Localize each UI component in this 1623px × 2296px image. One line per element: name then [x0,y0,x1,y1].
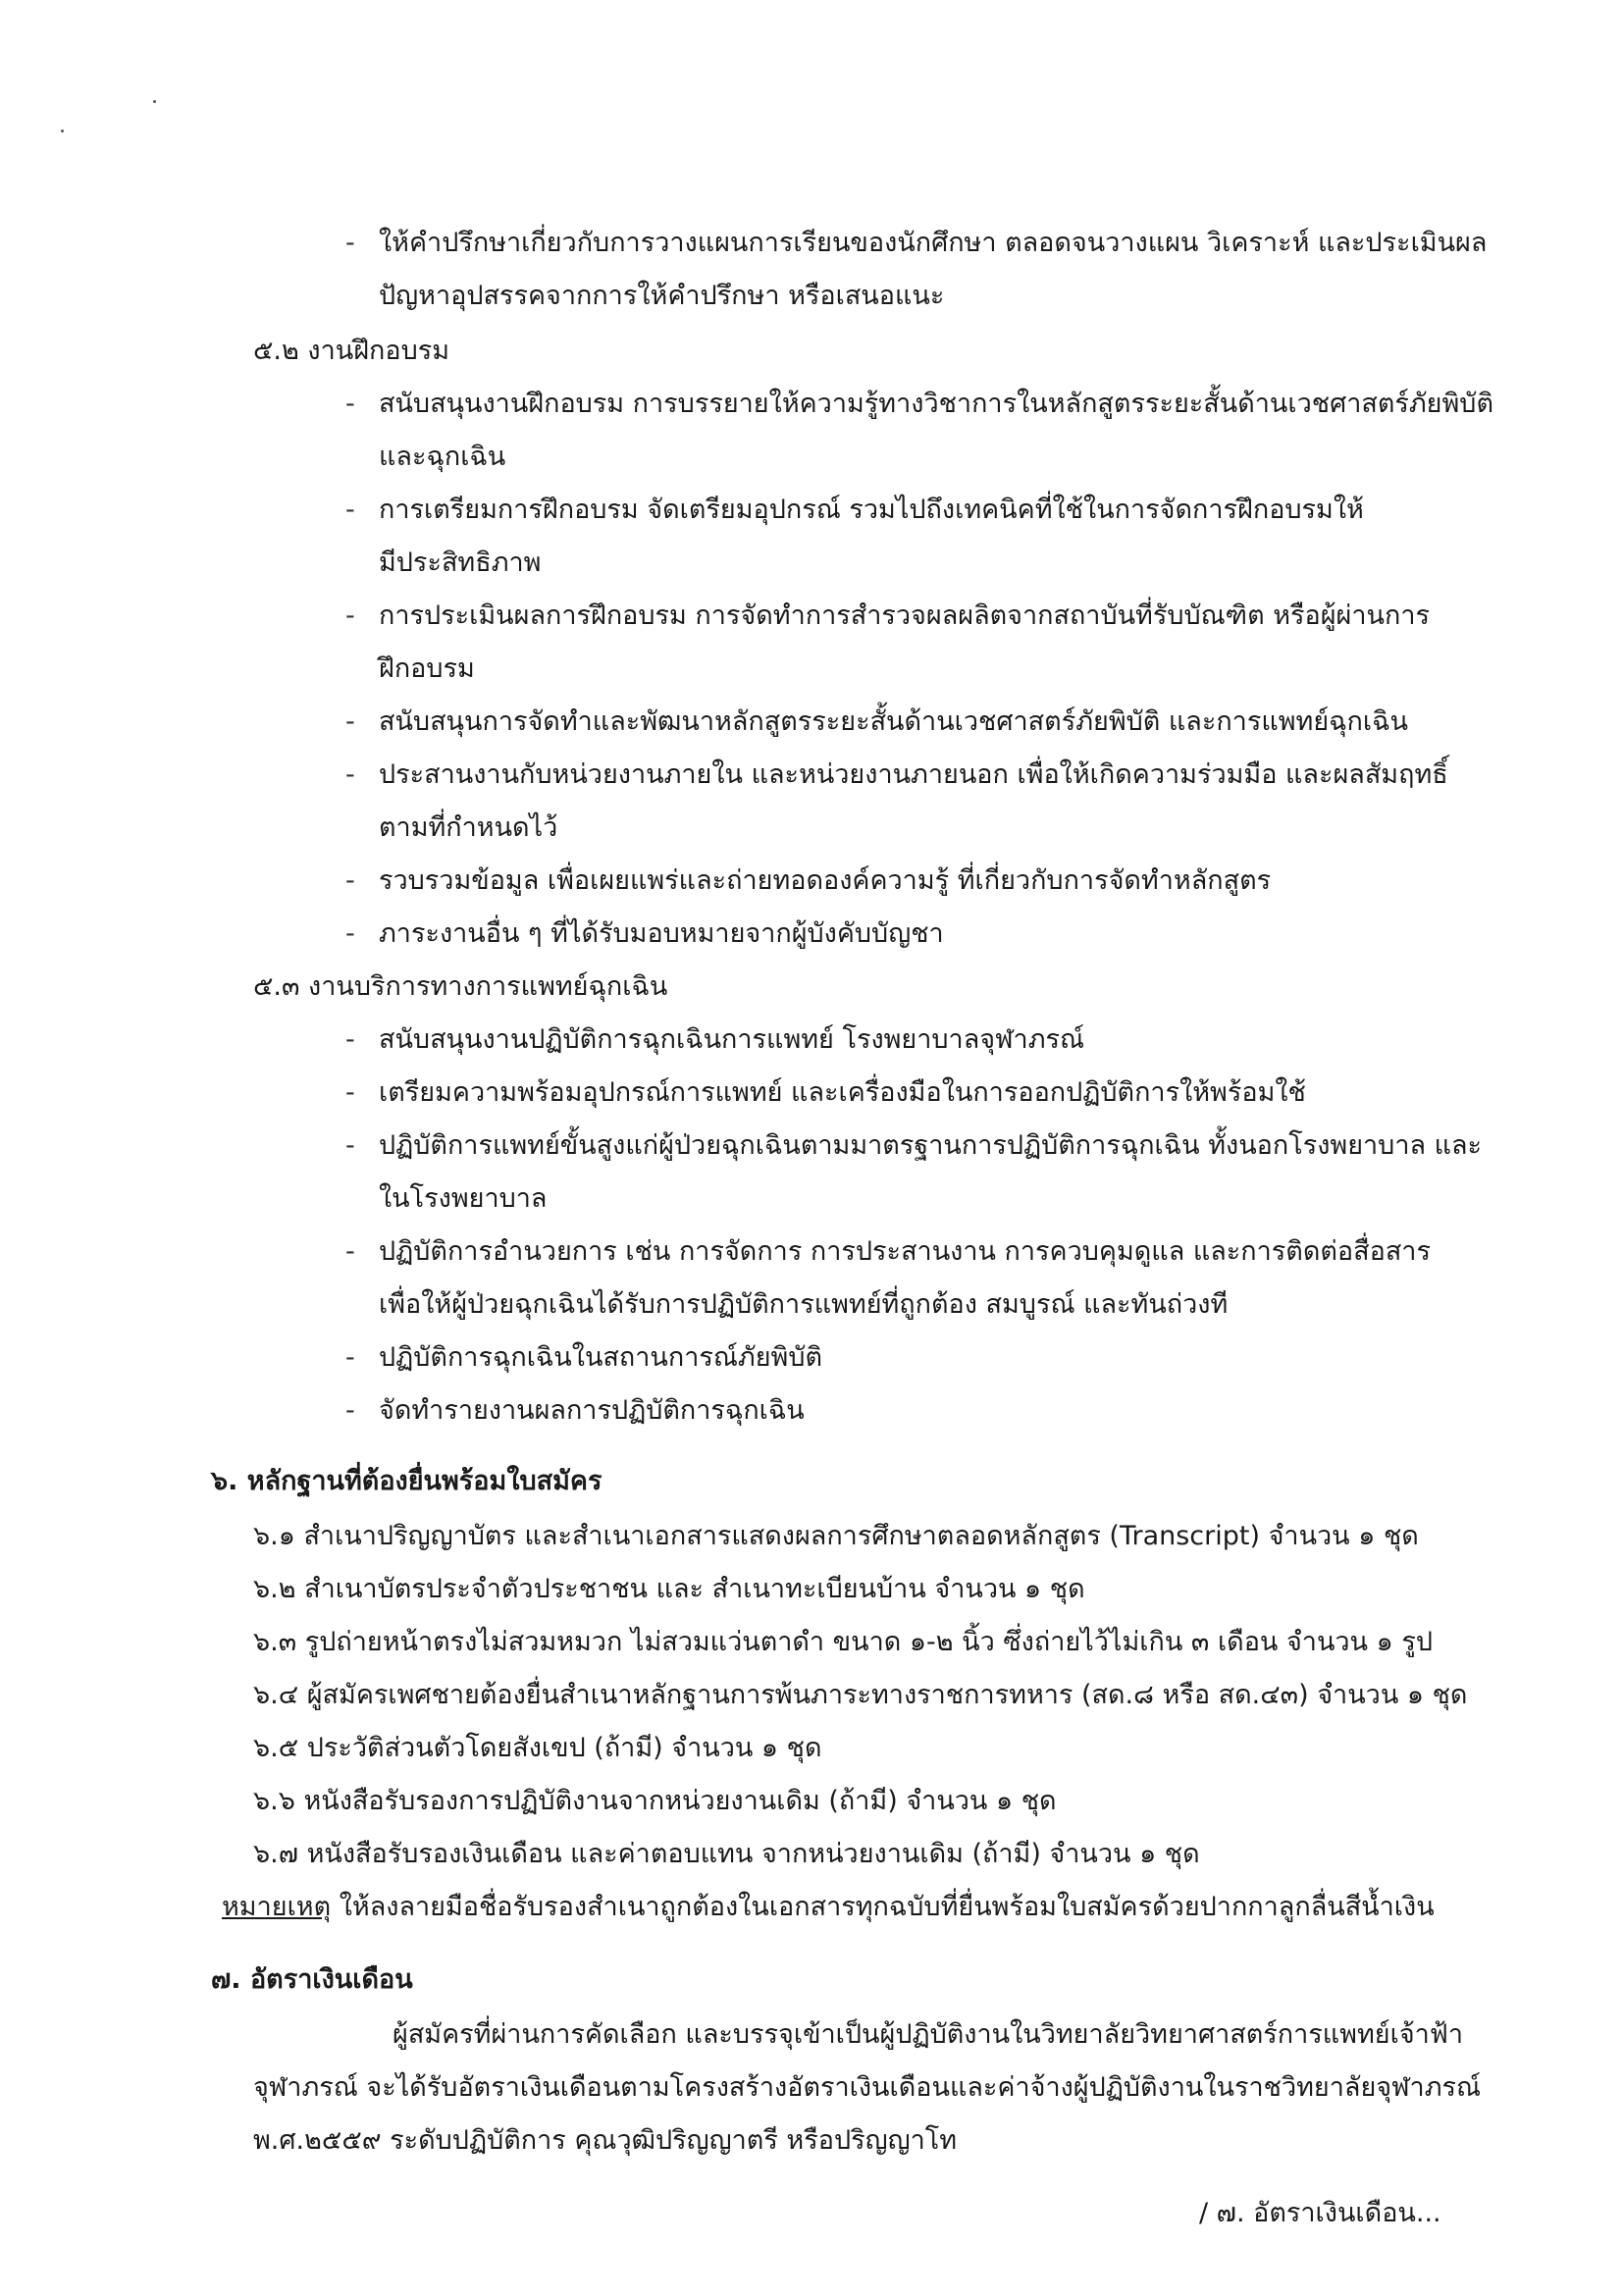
list-item-line: สนับสนุนงานปฏิบัติการฉุกเฉินการแพทย์ โรงพยาบาลจุฬาภรณ์ [379,1024,1085,1055]
list-item-line: ปฏิบัติการฉุกเฉินในสถานการณ์ภัยพิบัติ [379,1342,822,1373]
list-bullet: - [345,1077,355,1108]
list-item-line: ในโรงพยาบาล [379,1183,548,1214]
document-list-item: ๖.๑ สำเนาปริญญาบัตร และสำเนาเอกสารแสดงผลการศึกษาตลอดหลักสูตร (Transcript) จำนวน ๑ ชุด [253,1521,1419,1551]
list-item-line: ปฏิบัติการแพทย์ขั้นสูงแก่ผู้ป่วยฉุกเฉินตามมาตรฐานการปฏิบัติการฉุกเฉิน ทั้งนอกโรงพยาบาล และ [379,1130,1483,1161]
list-bullet: - [345,1395,355,1426]
section-heading-6: ๖. หลักฐานที่ต้องยื่นพร้อมใบสมัคร [211,1466,602,1496]
list-bullet: - [345,1130,355,1161]
document-list-item: ๖.๒ สำเนาบัตรประจำตัวประชาชน และ สำเนาทะเบียนบ้าน จำนวน ๑ ชุด [253,1574,1085,1604]
section-heading-5-3: ๕.๓ งานบริการทางการแพทย์ฉุกเฉิน [253,971,668,1002]
list-bullet: - [345,1024,355,1055]
list-bullet: - [345,759,355,790]
list-bullet: - [345,600,355,631]
list-item-line: ภาระงานอื่น ๆ ที่ได้รับมอบหมายจากผู้บังคับบัญชา [379,918,944,949]
list-bullet: - [345,918,355,949]
list-item-line: การประเมินผลการฝึกอบรม การจัดทำการสำรวจผลผลิตจากสถาบันที่รับบัณฑิต หรือผู้ผ่านการ [379,600,1430,631]
list-bullet: - [345,389,355,419]
list-item-line: ปัญหาอุปสรรคจากการให้คำปรึกษา หรือเสนอแนะ [379,281,945,311]
list-item-line: เพื่อให้ผู้ป่วยฉุกเฉินได้รับการปฏิบัติการแพทย์ที่ถูกต้อง สมบูรณ์ และทันถ่วงที [379,1289,1229,1320]
list-item-line: รวบรวมข้อมูล เพื่อเผยแพร่และถ่ายทอดองค์ความรู้ ที่เกี่ยวกับการจัดทำหลักสูตร [379,865,1272,896]
document-list-item: ๖.๔ ผู้สมัครเพศชายต้องยื่นสำเนาหลักฐานการพ้นภาระทางราชการทหาร (สด.๘ หรือ สด.๔๓) จำนวน ๑ ชุด [253,1680,1468,1710]
section-heading-7: ๗. อัตราเงินเดือน [211,1964,413,1995]
list-item-line: ปฏิบัติการอำนวยการ เช่น การจัดการ การประสานงาน การควบคุมดูแล และการติดต่อสื่อสาร [379,1236,1431,1267]
paragraph-line: ผู้สมัครที่ผ่านการคัดเลือก และบรรจุเข้าเป็นผู้ปฏิบัติงานในวิทยาลัยวิทยาศาสตร์การแพทย์เจ้าฟ้า [393,2019,1464,2050]
paragraph-line: พ.ศ.๒๕๕๙ ระดับปฏิบัติการ คุณวุฒิปริญญาตรี หรือปริญญาโท [253,2125,958,2156]
list-bullet: - [345,495,355,525]
list-item-line: และฉุกเฉิน [379,442,506,472]
list-item-line: สนับสนุนการจัดทำและพัฒนาหลักสูตรระยะสั้นด้านเวชศาสตร์ภัยพิบัติ และการแพทย์ฉุกเฉิน [379,706,1408,737]
document-list-item: ๖.๓ รูปถ่ายหน้าตรงไม่สวมหมวก ไม่สวมแว่นตาดำ ขนาด ๑-๒ นิ้ว ซึ่งถ่ายไว้ไม่เกิน ๓ เดือน จำนวน ๑ รูป [253,1627,1433,1657]
list-item-line: ฝึกอบรม [379,653,475,684]
scan-speck [61,130,64,132]
list-item-line: การเตรียมการฝึกอบรม จัดเตรียมอุปกรณ์ รวมไปถึงเทคนิคที่ใช้ในการจัดการฝึกอบรมให้ [379,495,1364,525]
list-bullet: - [345,1342,355,1373]
scan-speck [153,100,156,103]
note-text: ให้ลงลายมือชื่อรับรองสำเนาถูกต้องในเอกสารทุกฉบับที่ยื่นพร้อมใบสมัครด้วยปากกาลูกลื่นสีน้ำเงิน [339,1892,1435,1922]
list-bullet: - [345,1236,355,1267]
list-item-line: ประสานงานกับหน่วยงานภายใน และหน่วยงานภายนอก เพื่อให้เกิดความร่วมมือ และผลสัมฤทธิ์ [379,759,1448,790]
list-bullet: - [345,228,355,258]
list-item-line: จัดทำรายงานผลการปฏิบัติการฉุกเฉิน [379,1395,805,1426]
list-bullet: - [345,865,355,896]
list-item-line: เตรียมความพร้อมอุปกรณ์การแพทย์ และเครื่องมือในการออกปฏิบัติการให้พร้อมใช้ [379,1077,1306,1108]
document-list-item: ๖.๕ ประวัติส่วนตัวโดยสังเขป (ถ้ามี) จำนวน ๑ ชุด [253,1733,822,1763]
list-bullet: - [345,706,355,737]
paragraph-line: จุฬาภรณ์ จะได้รับอัตราเงินเดือนตามโครงสร้างอัตราเงินเดือนและค่าจ้างผู้ปฏิบัติงานในราชวิทยาลัยจุฬาภรณ์ [253,2072,1482,2103]
document-list-item: ๖.๗ หนังสือรับรองเงินเดือน และค่าตอบแทน จากหน่วยงานเดิม (ถ้ามี) จำนวน ๑ ชุด [253,1839,1200,1869]
list-item-line: ตามที่กำหนดไว้ [379,812,558,843]
note-label: หมายเหตุ [222,1892,332,1922]
note-line [222,1890,1435,1925]
list-item-line: สนับสนุนงานฝึกอบรม การบรรยายให้ความรู้ทางวิชาการในหลักสูตรระยะสั้นด้านเวชศาสตร์ภัยพิบัติ [379,389,1493,419]
list-item-line: ให้คำปรึกษาเกี่ยวกับการวางแผนการเรียนของนักศึกษา ตลอดจนวางแผน วิเคราะห์ และประเมินผล [379,228,1488,258]
continuation-marker: / ๗. อัตราเงินเดือน... [1199,2198,1441,2228]
document-list-item: ๖.๖ หนังสือรับรองการปฏิบัติงานจากหน่วยงานเดิม (ถ้ามี) จำนวน ๑ ชุด [253,1786,1057,1816]
list-item-line: มีประสิทธิภาพ [379,548,542,578]
section-heading-5-2: ๕.๒ งานฝึกอบรม [253,336,450,366]
